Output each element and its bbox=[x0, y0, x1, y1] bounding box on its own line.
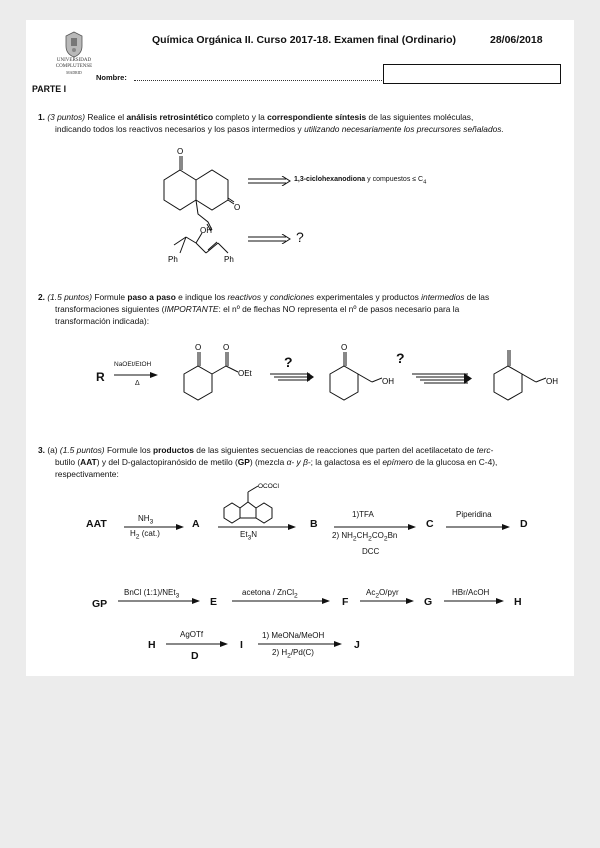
q2-points: (1.5 puntos) bbox=[47, 292, 93, 302]
q3-h2-sub: 2 bbox=[135, 533, 140, 541]
q3-arrow-b bbox=[218, 523, 298, 531]
parte-heading: PARTE I bbox=[32, 84, 67, 94]
q2-structure-hydroxyketone bbox=[322, 338, 402, 414]
q3-bncl-sub: 3 bbox=[175, 592, 180, 600]
q3-g-label: G bbox=[424, 596, 433, 608]
q3-arrow-c bbox=[334, 523, 418, 531]
q3-arrow-i bbox=[166, 640, 230, 648]
q3-b-label: B bbox=[310, 518, 318, 530]
q1-precursor-extra: y compuestos ≤ C bbox=[367, 176, 424, 183]
q3-et3n-text: Et bbox=[240, 530, 248, 539]
q1-t1: Realice el bbox=[87, 112, 125, 122]
q1-text bbox=[38, 111, 566, 123]
q3-aat-b: AAT bbox=[80, 457, 97, 467]
university-city: MADRID bbox=[66, 71, 82, 75]
q3-step2-a: 2) NH bbox=[332, 531, 353, 540]
exam-title: Química Orgánica II. Curso 2017-18. Examen final (Ordinario) bbox=[152, 34, 457, 46]
q1-t3: de las siguientes moléculas, bbox=[368, 112, 474, 122]
q1-t2: completo y la bbox=[215, 112, 265, 122]
q2-number: 2. bbox=[38, 292, 45, 302]
q3-et3n-rest: N bbox=[251, 530, 258, 539]
q3-f-label: F bbox=[342, 596, 349, 608]
q2-atom-oh2: OH bbox=[546, 377, 558, 386]
q3-h2-text: H bbox=[130, 529, 136, 538]
q2-atom-oet: OEt bbox=[238, 369, 252, 378]
q3-acetona-sub: 2 bbox=[294, 592, 298, 600]
q1-precursor-1 bbox=[294, 176, 426, 185]
q3-points: (1.5 puntos) bbox=[59, 445, 105, 455]
q3-c-label: C bbox=[426, 518, 434, 530]
q3-h2pd-text: 2) H bbox=[272, 648, 288, 657]
q3-line2e: de la glucosa en C-4), bbox=[415, 457, 498, 467]
q3-reagent-piperidina: Piperidina bbox=[456, 510, 492, 519]
q3-epimero: epímero bbox=[382, 457, 414, 467]
q2-structure-methylene bbox=[486, 338, 572, 414]
q3-line2c: ) (mezcla bbox=[249, 457, 285, 467]
q2-text bbox=[38, 291, 566, 303]
q2-line2c: : el nº de flechas NO representa el nº de pasos necesario para la bbox=[218, 304, 460, 314]
exam-date: 28/06/2018 bbox=[490, 34, 543, 46]
q3-line2d: ; la galactosa es el bbox=[310, 457, 381, 467]
name-box[interactable] bbox=[383, 64, 561, 84]
q3-reagent-agotf: AgOTf bbox=[180, 630, 204, 639]
q1-text-line2 bbox=[55, 123, 565, 135]
q2-atom-oh1: OH bbox=[382, 377, 394, 386]
q2-text-line3: transformación indicada): bbox=[55, 316, 150, 326]
q3-h2pd-rest: /Pd(C) bbox=[290, 648, 314, 657]
q2-atom-o2: O bbox=[223, 343, 230, 352]
q3-aat: AAT bbox=[86, 518, 107, 530]
q1-atom-ph-left: Ph bbox=[168, 255, 178, 264]
q2-t3: y bbox=[263, 292, 268, 302]
q3-bncl-text: BnCl (1:1)/NEt bbox=[124, 588, 176, 597]
q2-t5: de las bbox=[466, 292, 490, 302]
q3-text-line3: respectivamente: bbox=[55, 469, 119, 479]
q1-atom-ph-right: Ph bbox=[224, 255, 234, 264]
q1-structure-decalindione bbox=[150, 140, 242, 232]
q2-reagent: NaOEt/EtOH bbox=[114, 361, 152, 368]
q1-retro-arrow-1 bbox=[248, 176, 292, 186]
nombre-line[interactable] bbox=[134, 80, 382, 81]
q3-a: (a) bbox=[47, 445, 58, 455]
q1-atom-o-right: O bbox=[234, 203, 241, 212]
q3-step2-m2: CO bbox=[371, 531, 384, 540]
q3-e-label: E bbox=[210, 596, 218, 608]
q1-question-mark: ? bbox=[296, 229, 304, 245]
q2-i3: intermedios bbox=[421, 292, 465, 302]
q3-reagent-hbr: HBr/AcOH bbox=[452, 588, 490, 597]
q2-question-1: ? bbox=[284, 354, 293, 370]
q2-r-label: R bbox=[96, 370, 105, 384]
q3-h2-rest: (cat.) bbox=[139, 529, 160, 538]
q2-text-line2 bbox=[55, 303, 565, 315]
q1-retro-arrow-2 bbox=[248, 234, 292, 244]
q3-ac2o-text: Ac bbox=[366, 588, 376, 597]
university-crest-icon bbox=[62, 30, 86, 58]
q3-step2-s2: 2 bbox=[368, 535, 372, 543]
q1-points: (3 puntos) bbox=[47, 112, 86, 122]
q1-precursor-name: 1,3-ciclohexanodiona bbox=[294, 176, 366, 183]
q2-b1: paso a paso bbox=[127, 292, 176, 302]
q3-gp-b: GP bbox=[237, 457, 250, 467]
q3-d-reagent: D bbox=[191, 650, 199, 662]
q3-step2-m: CH bbox=[356, 531, 369, 540]
q3-h2pd-sub: 2 bbox=[287, 652, 291, 660]
q2-structure-ketoester bbox=[172, 338, 256, 414]
q2-i1: reactivos bbox=[227, 292, 262, 302]
q2-t4: experimentales y productos bbox=[316, 292, 419, 302]
q3-ac2o-sub: 2 bbox=[375, 592, 380, 600]
q2-arrows-3 bbox=[412, 372, 474, 386]
q3-ac2o-rest: O/pyr bbox=[379, 588, 399, 597]
q3-acetona-text: acetona / ZnCl bbox=[242, 588, 295, 597]
q3-reagent-dcc: DCC bbox=[362, 547, 380, 556]
q2-arrow-1 bbox=[114, 371, 160, 379]
q3-text-line2 bbox=[55, 456, 569, 468]
q2-atom-o1: O bbox=[195, 343, 202, 352]
q3-reagent-h2pd bbox=[272, 648, 314, 660]
q3-step2-s3: 2 bbox=[383, 535, 388, 543]
q3-arrow-f bbox=[232, 597, 332, 605]
q2-atom-o3: O bbox=[341, 343, 348, 352]
q3-t1: Formule los bbox=[106, 445, 151, 455]
q2-line2b: IMPORTANTE bbox=[164, 304, 219, 314]
q3-line2a: butilo ( bbox=[55, 457, 81, 467]
q2-arrows-2 bbox=[270, 372, 316, 382]
q3-reagent-et3n bbox=[240, 530, 257, 542]
q1-b1: análisis retrosintético bbox=[126, 112, 214, 122]
q2-delta: Δ bbox=[135, 380, 140, 387]
q3-arrow-h bbox=[444, 597, 506, 605]
q2-t1: Formule bbox=[94, 292, 126, 302]
q3-ococl: OCOCl bbox=[258, 483, 279, 490]
q3-arrow-d bbox=[446, 523, 512, 531]
q3-i-label: I bbox=[240, 639, 243, 651]
q1-line2a: indicando todos los reactivos necesarios y los pasos intermedios y bbox=[55, 124, 302, 134]
q3-reagent-meona: 1) MeONa/MeOH bbox=[262, 631, 325, 640]
q1-line2b: utilizando necesariamente los precursores señalados. bbox=[304, 124, 504, 134]
q1-structure-alcohol bbox=[166, 223, 266, 267]
q2-i2: condiciones bbox=[269, 292, 315, 302]
q3-nh3-text: NH bbox=[138, 514, 150, 523]
university-name: UNIVERSIDAD COMPLUTENSE bbox=[55, 58, 93, 69]
q3-step2-s1: 2 bbox=[352, 535, 357, 543]
q3-j-label: J bbox=[354, 639, 360, 651]
q3-step2-end: Bn bbox=[387, 531, 398, 540]
q3-nh3-sub: 3 bbox=[149, 518, 154, 526]
q3-h-start: H bbox=[148, 639, 156, 651]
q3-number: 3. bbox=[38, 445, 45, 455]
q3-arrow-j bbox=[258, 640, 344, 648]
q3-d-label: D bbox=[520, 518, 528, 530]
q3-arrow-e bbox=[118, 597, 202, 605]
q3-gp: GP bbox=[92, 598, 108, 610]
q3-b1: productos bbox=[153, 445, 194, 455]
q1-atom-oh: OH bbox=[200, 226, 212, 235]
q3-a-label: A bbox=[192, 518, 200, 530]
q1-b2: correspondiente síntesis bbox=[267, 112, 367, 122]
q1-number: 1. bbox=[38, 112, 45, 122]
q3-i-terc: terc- bbox=[476, 445, 494, 455]
q3-alpha: α- y β- bbox=[286, 457, 311, 467]
q3-text bbox=[38, 444, 568, 456]
q3-t2: de las siguientes secuencias de reacciones que parten del acetilacetato de bbox=[196, 445, 475, 455]
exam-sheet bbox=[26, 20, 574, 676]
q3-arrow-g bbox=[360, 597, 416, 605]
q2-t2: e indique los bbox=[178, 292, 226, 302]
q2-line2a: transformaciones siguientes ( bbox=[55, 304, 165, 314]
nombre-label: Nombre: bbox=[96, 73, 127, 82]
q3-h-label: H bbox=[514, 596, 522, 608]
q1-precursor-sub: 4 bbox=[423, 179, 427, 186]
q3-reagent-h2 bbox=[130, 529, 160, 541]
q3-et3n-sub: 3 bbox=[247, 534, 252, 542]
q1-atom-o-top: O bbox=[177, 147, 184, 156]
q3-line2b: ) y del D-galactopiranósido de metilo ( bbox=[96, 457, 238, 467]
q3-reagent-tfa: 1)TFA bbox=[352, 510, 374, 519]
q3-reagent-step2 bbox=[332, 531, 397, 543]
q3-fmoc-structure bbox=[218, 478, 296, 526]
q2-question-2: ? bbox=[396, 350, 405, 366]
